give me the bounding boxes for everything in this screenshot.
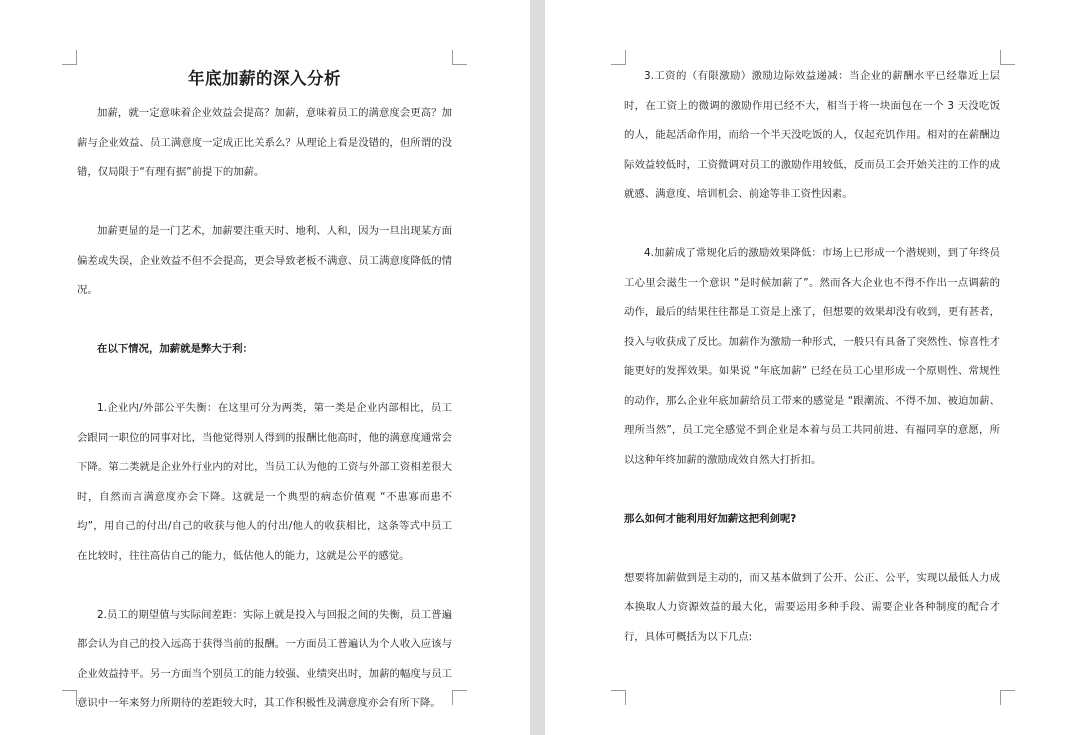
document-title: 年底加薪的深入分析 xyxy=(188,69,341,88)
page-gap xyxy=(530,0,545,735)
page-corner-mark xyxy=(611,690,626,705)
page-corner-mark xyxy=(62,50,77,65)
page-corner-mark xyxy=(62,690,77,705)
paragraph-point-1: 1.企业内/外部公平失衡：在这里可分为两类，第一类是企业内部相比，员工会跟同一职位的同事对比，当他觉得别人得到的报酬比他高时，他的满意度通常会下降。第二类就是企业外行业内的对比，当员工认为他的工资与外部工资相差很大时，自然而言满意度亦会下降。这就是一个典型的病态价值观 “不患寡而患不均”，用自己的付出/自己的收获与他人的付出/他人的收获相比，这条等式中员工在比较时，往往高估自己的能力，低估他人的能力，这就是公平的感觉。 xyxy=(77,402,452,562)
paragraph-intro: 加薪，就一定意味着企业效益会提高？加薪，意味着员工的满意度会更高？加薪与企业效益、员工满意度一定成正比关系么？从理论上看是没错的，但所谓的没错，仅局限于“有理有据”前提下的加薪。 xyxy=(77,107,452,178)
page-corner-mark xyxy=(1000,690,1015,705)
section-heading: 在以下情况，加薪就是弊大于利： xyxy=(97,343,253,355)
page-corner-mark xyxy=(1000,50,1015,65)
page-corner-mark xyxy=(452,690,467,705)
left-page-content xyxy=(77,62,452,719)
paragraph-point-2: 2.员工的期望值与实际间差距：实际上就是投入与回报之间的失衡，员工普遍都会认为自己的投入远高于获得当前的报酬。一方面员工普遍认为个人收入应该与企业效益持平。另一方面当个别员工的能力较强、业绩突出时，加薪的幅度与员工意识中一年来努力所期待的差距较大时，其工作积极性及满意度亦会有所下降。 xyxy=(77,608,452,709)
page-corner-mark xyxy=(452,50,467,65)
paragraph-art: 加薪更显的是一门艺术，加薪要注重天时、地利、人和，因为一旦出现某方面偏差或失误，企业效益不但不会提高，更会导致老板不满意、员工满意度降低的情况。 xyxy=(77,225,452,296)
right-page-content xyxy=(624,62,1000,652)
paragraph-point-3: 3.工资的（有限激励）激励边际效益递减：当企业的薪酬水平已经靠近上层时，在工资上的微调的激励作用已经不大，相当于将一块面包在一个 3 天没吃饭的人，能起活命作用，而给一个半天没吃饭的人，仅起充饥作用。相对的在薪酬边际效益较低时，工资微调对员工的激励作用较低，反而员工会开始关注的工作的成就感、满意度、培训机会、前途等非工资性因素。 xyxy=(624,70,1000,200)
paragraph-conclusion: 想要将加薪做到是主动的，而又基本做到了公开、公正、公平，实现以最低人力成本换取人力资源效益的最大化，需要运用多种手段、需要企业各种制度的配合才行，具体可概括为以下几点: xyxy=(624,571,1000,643)
section-question: 那么如何才能利用好加薪这把利剑呢? xyxy=(624,512,797,525)
paragraph-point-4: 4.加薪成了常规化后的激励效果降低：市场上已形成一个潜规则，到了年终员工心里会滋生一个意识 “是时候加薪了”。然而各大企业也不得不作出一点调薪的动作，最后的结果往往都是工资是上涨了，但想要的效果却没有收到，更有甚者，投入与收获成了反比。加薪作为激励一种形式，一般只有具备了突然性、惊喜性才能更好的发挥效果。如果说 “年底加薪” 已经在员工心里形成一个原则性、常规性的动作，那么企业年底加薪给员工带来的感觉是 “跟潮流、不得不加、被迫加薪、理所当然”，员工完全感觉不到企业是本着与员工共同前进、有福同享的意愿，所以这种年终加薪的激励成效自然大打折扣。 xyxy=(624,247,1000,466)
